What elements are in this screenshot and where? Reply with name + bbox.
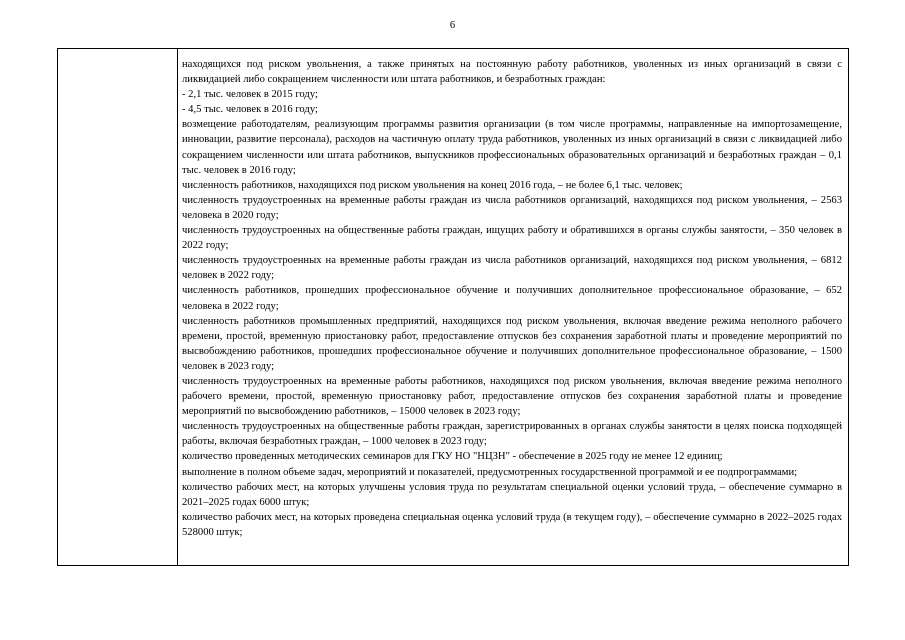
table-left-cell [58,49,178,565]
page-number: 6 [449,20,456,31]
paragraph: количество проведенных методических семинаров для ГКУ НО "НЦЗН" - обеспечение в 2025 году не менее 12 единиц; [182,451,723,463]
paragraph: - 4,5 тыс. человек в 2016 году; [182,104,318,116]
table-right-cell [178,49,848,565]
paragraph: - 2,1 тыс. человек в 2015 году; [182,89,318,101]
paragraph: находящихся под риском увольнения, а также принятых на постоянную работу работников, уволенных из иных организаций в связи с ликвидацией либо сокращением численности или штата работников, и безработных граждан: [182,59,842,86]
paragraph: возмещение работодателям, реализующим программы развития организации (в том числе программы, направленные на импортозамещение, инновации, развитие персонала), расходов на частичную оплату труда работников, уволенных из иных организаций в связи с ликвидацией либо сокращением численности или штата работников, выпускников профессиональных образовательных организаций и безработных граждан – 0,1 тыс. человек в 2016 году; [182,119,842,176]
paragraph: численность трудоустроенных на временные работы работников, находящихся под риском увольнения, включая введение режима неполного рабочего времени, простой, временную приостановку работ, предоставление отпусков без сохранения заработной платы и проведение мероприятий по высвобождению работников, – 15000 человек в 2023 году; [182,375,842,418]
paragraph: численность трудоустроенных на временные работы граждан из числа работников организаций, находящихся под риском увольнения, – 2563 человека в 2020 году; [182,194,842,221]
paragraph: количество рабочих мест, на которых проведена специальная оценка условий труда (в текущем году), – обеспечение суммарно в 2022–2025 годах 528000 штук; [182,511,842,538]
paragraph: численность трудоустроенных на временные работы граждан из числа работников организаций, находящихся под риском увольнения, – 6812 человек в 2022 году; [182,255,842,282]
document-table [57,48,849,566]
paragraph: численность работников, прошедших профессиональное обучение и получивших дополнительное профессиональное образование, – 652 человека в 2022 году; [182,285,842,312]
paragraph: выполнение в полном объеме задач, мероприятий и показателей, предусмотренных государственной программой и ее подпрограммами; [182,466,798,478]
paragraph: численность трудоустроенных на общественные работы граждан, зарегистрированных в органах службы занятости в целях поиска подходящей работы, включая безработных граждан, – 1000 человек в 2023 году; [182,421,842,448]
paragraph: численность работников, находящихся под риском увольнения на конец 2016 года, – не более 6,1 тыс. человек; [182,179,683,191]
paragraph: количество рабочих мест, на которых улучшены условия труда по результатам специальной оценки условий труда, – обеспечение суммарно в 2021–2025 годах 6000 штук; [182,481,842,508]
paragraph: численность трудоустроенных на общественные работы граждан, ищущих работу и обратившихся в органы службы занятости, – 350 человек в 2022 году; [182,225,842,252]
paragraph: численность работников промышленных предприятий, находящихся под риском увольнения, включая введение режима неполного рабочего времени, простой, временную приостановку работ, предоставление отпусков без сохранения заработной платы и проведение мероприятий по высвобождению работников, прошедших профессиональное обучение и получивших дополнительное профессиональное образование, – 1500 человек в 2023 году; [182,315,842,372]
